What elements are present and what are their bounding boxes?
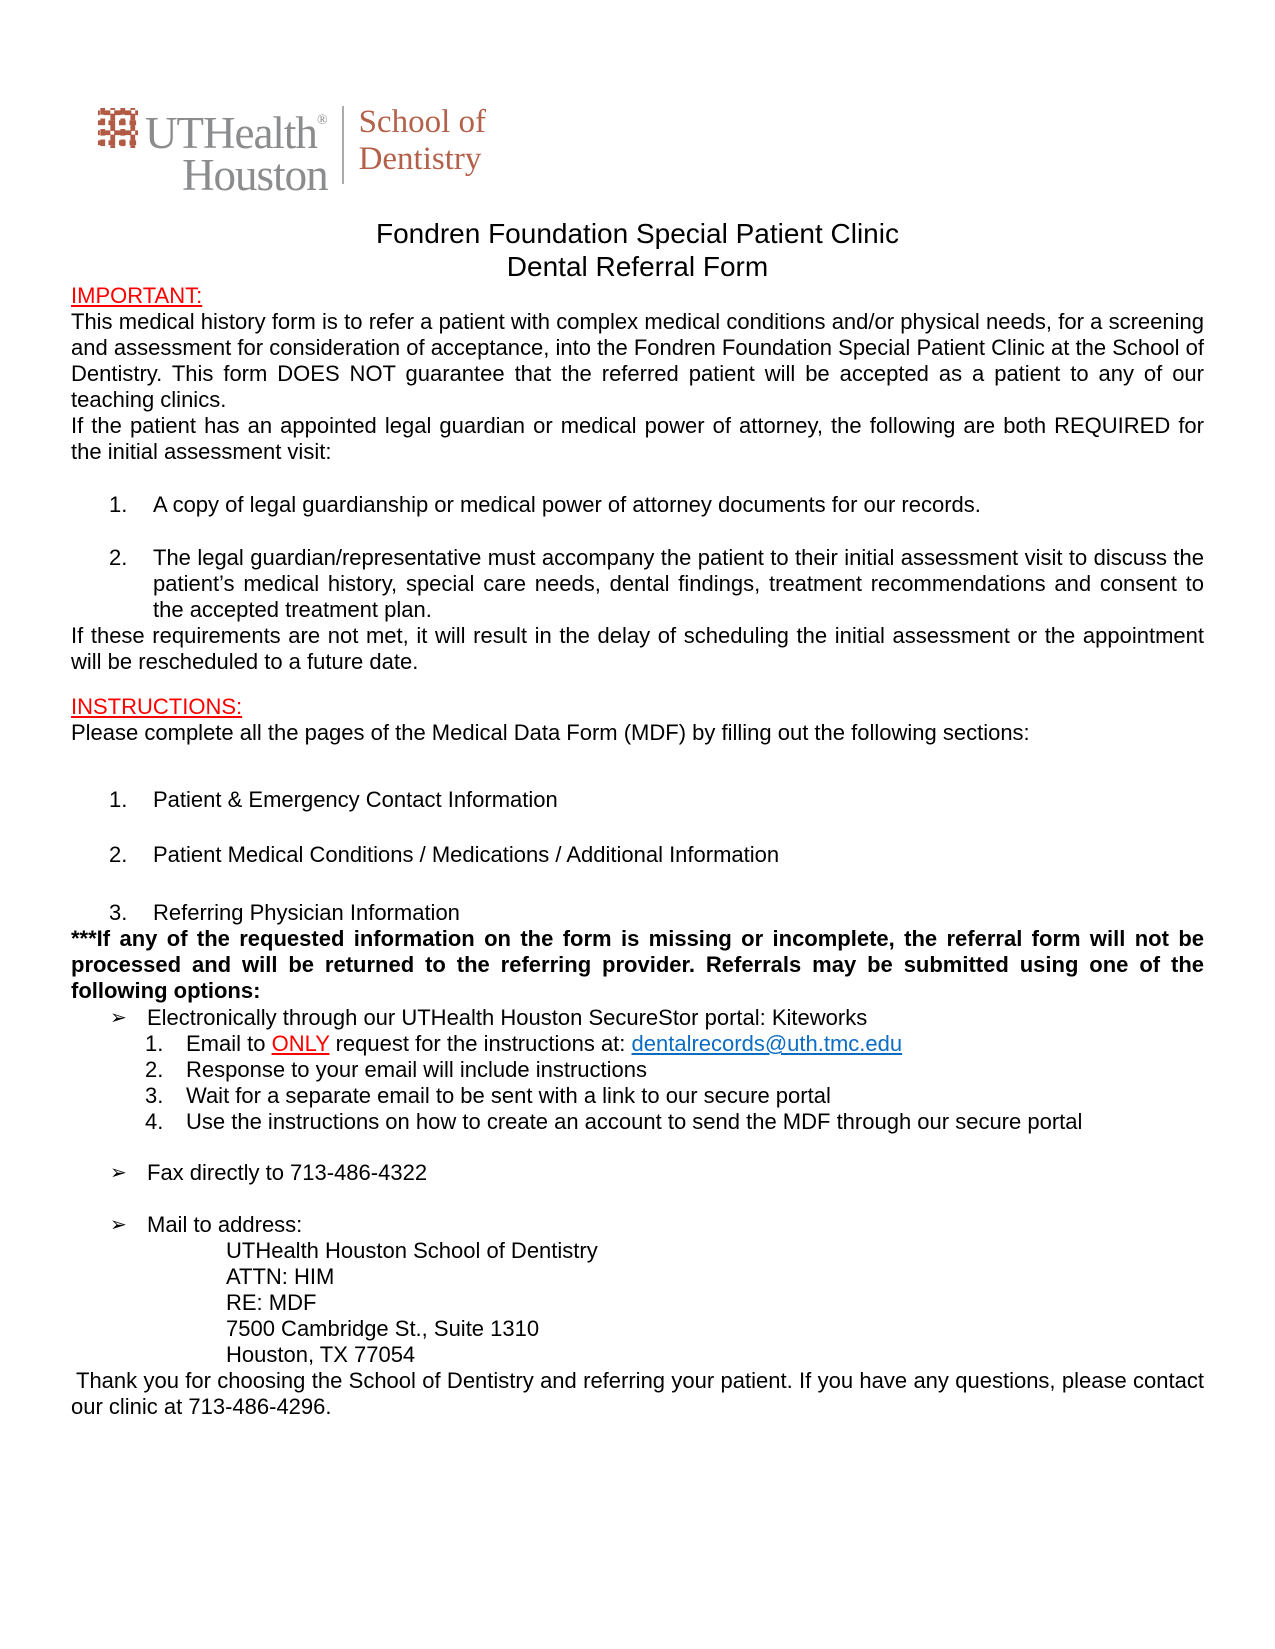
option-electronic-label: Electronically through our UTHealth Houston SecureStor portal: Kiteworks <box>147 1005 868 1030</box>
division-line-2: Dentistry <box>358 141 482 177</box>
form-title-line-2: Dental Referral Form <box>506 251 769 282</box>
mdf-section-item-3 <box>71 900 1204 926</box>
arrow-bullet-icon: ➢ <box>110 1007 127 1029</box>
list-item-text: The legal guardian/representative must accompany the patient to their initial assessment visit to discuss the patient’s medical history, special care needs, dental findings, treatment recommendations and consent to the accepted treatment plan. <box>153 545 1204 622</box>
option-mail <box>71 1212 1204 1238</box>
address-line-4: 7500 Cambridge St., Suite 1310 <box>226 1316 540 1341</box>
step-text-prefix: Email to <box>186 1031 272 1056</box>
logo-divider <box>342 106 344 184</box>
list-item-text: Patient & Emergency Contact Information <box>153 787 558 812</box>
arrow-bullet-icon: ➢ <box>110 1214 127 1236</box>
division-line-1: School of <box>358 104 486 140</box>
electronic-step-2 <box>71 1057 1204 1083</box>
incomplete-warning-paragraph: ***If any of the requested information on the form is missing or incomplete, the referral form will not be processed and will be returned to the referring provider. Referrals may be submitted using one of the following options: <box>71 926 1204 1003</box>
step-text-middle: request for the instructions at: <box>329 1031 632 1056</box>
option-electronic <box>71 1005 1204 1031</box>
instructions-intro: Please complete all the pages of the Medical Data Form (MDF) by filling out the following sections: <box>71 720 1030 745</box>
electronic-step-1 <box>71 1031 1204 1057</box>
school-of-dentistry-wordmark <box>359 104 486 178</box>
option-fax <box>71 1160 1204 1186</box>
brand-line-uthealth: UTHealth® <box>145 108 328 158</box>
instructions-heading: INSTRUCTIONS: <box>71 694 243 719</box>
list-number: 1. <box>109 492 128 517</box>
list-item-text: A copy of legal guardianship or medical power of attorney documents for our records. <box>153 492 981 517</box>
option-mail-label: Mail to address: <box>147 1212 303 1237</box>
option-fax-label: Fax directly to 713-486-4322 <box>147 1160 428 1185</box>
important-paragraph-3: If these requirements are not met, it will result in the delay of scheduling the initial assessment or the appointment will be rescheduled to a future date. <box>71 623 1204 674</box>
required-list-item-2 <box>71 545 1204 623</box>
required-list-item-1 <box>71 492 1204 518</box>
brand-wordmark <box>145 100 328 200</box>
step-number: 4. <box>145 1109 164 1134</box>
electronic-step-3 <box>71 1083 1204 1109</box>
dental-records-email-link[interactable]: dentalrecords@uth.tmc.edu <box>631 1031 903 1056</box>
list-number: 2. <box>109 842 128 867</box>
step-number: 1. <box>145 1031 164 1056</box>
step-number: 2. <box>145 1057 164 1082</box>
registered-trademark: ® <box>316 113 328 128</box>
mdf-section-item-1 <box>71 787 1204 813</box>
mdf-section-item-2 <box>71 842 1204 868</box>
step-text: Wait for a separate email to be sent with a link to our secure portal <box>186 1083 831 1108</box>
uthealth-logo <box>97 100 1204 200</box>
form-title-line-1: Fondren Foundation Special Patient Clinic <box>376 218 899 249</box>
address-line-2: ATTN: HIM <box>226 1264 335 1289</box>
list-item-text: Patient Medical Conditions / Medications / Additional Information <box>153 842 780 867</box>
address-line-1: UTHealth Houston School of Dentistry <box>226 1238 598 1263</box>
list-item-text: Referring Physician Information <box>153 900 460 925</box>
form-title <box>71 217 1204 283</box>
important-paragraph-2: If the patient has an appointed legal guardian or medical power of attorney, the following are both REQUIRED for the initial assessment visit: <box>71 413 1204 464</box>
list-number: 1. <box>109 787 128 812</box>
list-number: 2. <box>109 545 128 570</box>
closing-paragraph: Thank you for choosing the School of Dentistry and referring your patient. If you have any questions, please contact our clinic at 713-486-4296. <box>71 1368 1204 1419</box>
electronic-step-4 <box>71 1109 1204 1135</box>
mailing-address <box>226 1238 1204 1368</box>
address-line-5: Houston, TX 77054 <box>226 1342 416 1367</box>
step-number: 3. <box>145 1083 164 1108</box>
only-emphasis: ONLY <box>271 1031 330 1056</box>
brand-line-houston: Houston <box>182 150 328 200</box>
important-heading: IMPORTANT: <box>71 283 203 308</box>
uthealth-weave-icon <box>97 107 139 149</box>
step-text: Response to your email will include instructions <box>186 1057 647 1082</box>
list-number: 3. <box>109 900 128 925</box>
important-paragraph-1: This medical history form is to refer a patient with complex medical conditions and/or physical needs, for a screening and assessment for consideration of acceptance, into the Fondren Foundation Special Patient Clinic at the School of Dentistry. This form DOES NOT guarantee that the referred patient will be accepted as a patient to any of our teaching clinics. <box>71 309 1204 412</box>
arrow-bullet-icon: ➢ <box>110 1162 127 1184</box>
address-line-3: RE: MDF <box>226 1290 317 1315</box>
step-text: Use the instructions on how to create an account to send the MDF through our secure portal <box>186 1109 1083 1134</box>
